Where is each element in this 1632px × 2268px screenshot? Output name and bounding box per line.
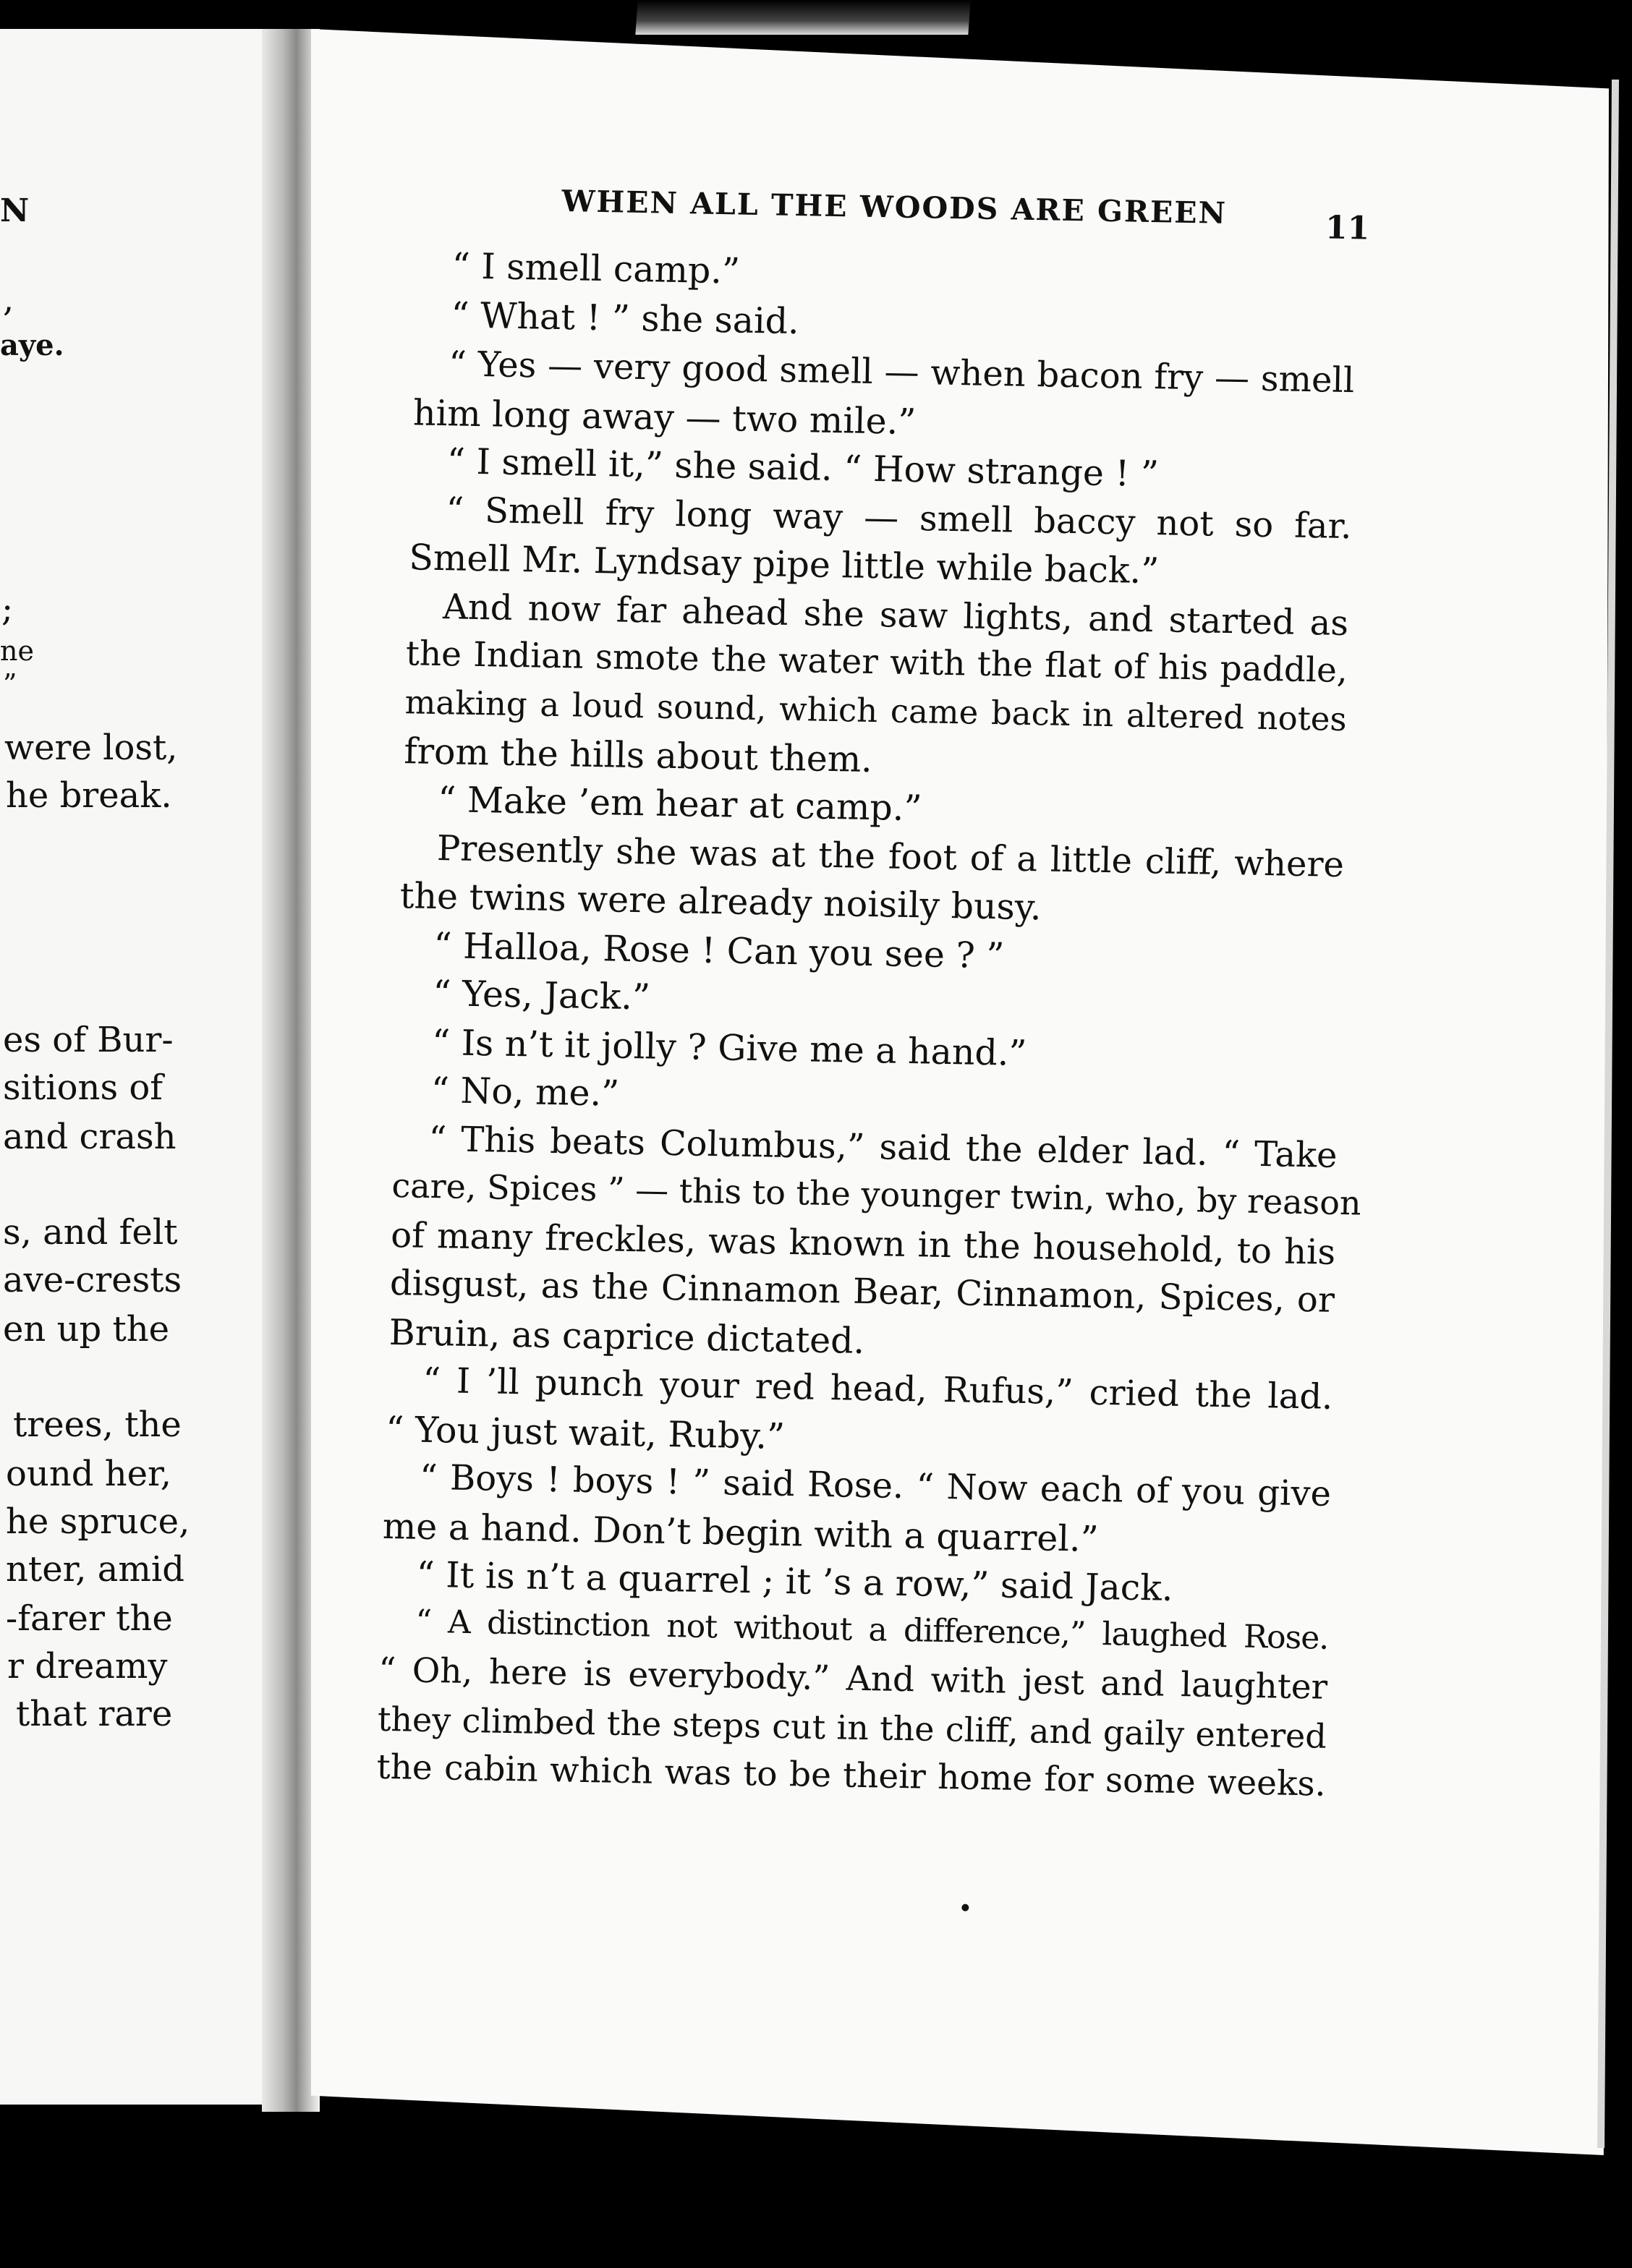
text-line: “ What ! ” she said.	[451, 294, 800, 343]
left-page-line: aye.	[0, 328, 64, 362]
text-line: making a loud sound, which came back in altered notes	[404, 683, 1348, 739]
text-line: “ This beats Columbus,” said the elder lad. “ Take	[428, 1118, 1338, 1176]
text-line: “ No, me.”	[430, 1069, 620, 1114]
text-line: Bruin, as caprice dictated.	[388, 1311, 865, 1362]
text-line: “ Boys ! boys ! ” said Rose. “ Now each of you give	[419, 1457, 1332, 1514]
text-line: me a hand. Don’t begin with a quarrel.”	[382, 1505, 1100, 1560]
text-line: “ I ’ll punch your red head, Rufus,” cried the lad.	[422, 1360, 1333, 1418]
text-line: the Indian smote the water with the flat of his paddle,	[405, 634, 1348, 691]
left-page-line: sitions of	[3, 1067, 163, 1108]
running-title: WHEN ALL THE WOODS ARE GREEN	[561, 184, 1228, 231]
left-page-line: ”	[3, 668, 17, 700]
text-line: “ Yes — very good smell — when bacon fry — smell	[448, 344, 1355, 401]
text-line: “ Make ’em hear at camp.”	[437, 779, 922, 830]
left-page-line: N	[0, 192, 30, 229]
left-page-line: and crash	[3, 1117, 177, 1157]
left-page-line: trees, the	[13, 1404, 182, 1445]
left-page-line: en up the	[3, 1309, 170, 1350]
text-line: care, Spices ” — this to the younger twin, who, by reason	[391, 1165, 1362, 1223]
text-line: the twins were already noisily busy.	[399, 875, 1042, 929]
text-line: they climbed the steps cut in the cliff, and gaily entered	[377, 1699, 1327, 1756]
text-line: “ A distinction not without a difference,” laughed Rose.	[415, 1603, 1329, 1657]
ink-speck	[961, 1904, 969, 1911]
text-line: And now far ahead she saw lights, and started as	[442, 587, 1349, 644]
text-line: “ I smell camp.”	[451, 245, 741, 292]
left-page-line: nter, amid	[6, 1549, 185, 1590]
left-page-line: -farer the	[6, 1598, 173, 1639]
left-page-line: ave-crests	[3, 1260, 182, 1300]
text-line: “ Smell fry long way — smell baccy not so far.	[446, 490, 1352, 547]
left-page-line: r dreamy	[7, 1646, 168, 1687]
left-page-line: ,	[3, 279, 14, 320]
text-line: “ Is n’t it jolly ? Give me a hand.”	[431, 1021, 1027, 1075]
text-line: “ Halloa, Rose ! Can you see ? ”	[433, 924, 1005, 977]
text-line: “ Oh, here is everybody.” And with jest and laughter	[378, 1650, 1328, 1708]
page-number: 11	[1325, 209, 1370, 247]
left-page-line: he spruce,	[6, 1501, 190, 1542]
text-line: the cabin which was to be their home for some weeks.	[376, 1747, 1327, 1804]
left-page-line: ne	[0, 635, 34, 667]
text-line: “ I smell it,” she said. “ How strange ! ”	[446, 440, 1160, 495]
left-page-line: ound her,	[6, 1454, 171, 1494]
text-line: of many freckles, was known in the household, to his	[390, 1214, 1336, 1273]
left-page-line: were lost,	[4, 728, 178, 768]
text-line: “ You just wait, Ruby.”	[385, 1408, 786, 1457]
left-page-line: es of Bur-	[3, 1020, 174, 1060]
text-line: him long away — two mile.”	[412, 392, 917, 443]
left-page-line: that rare	[16, 1694, 173, 1734]
text-line: “ Yes, Jack.”	[432, 972, 651, 1018]
left-page-line: ;	[1, 589, 14, 629]
left-page-line: he break.	[6, 775, 172, 816]
text-line: Smell Mr. Lyndsay pipe little while back.”	[408, 537, 1160, 592]
left-page-line: s, and felt	[3, 1212, 178, 1253]
text-line: disgust, as the Cinnamon Bear, Cinnamon, Spices, or	[389, 1262, 1335, 1321]
text-line: from the hills about them.	[403, 730, 873, 781]
text-line: Presently she was at the foot of a little cliff, where	[436, 828, 1345, 886]
text-line: “ It is n’t a quarrel ; it ’s a row,” said Jack.	[416, 1553, 1173, 1609]
